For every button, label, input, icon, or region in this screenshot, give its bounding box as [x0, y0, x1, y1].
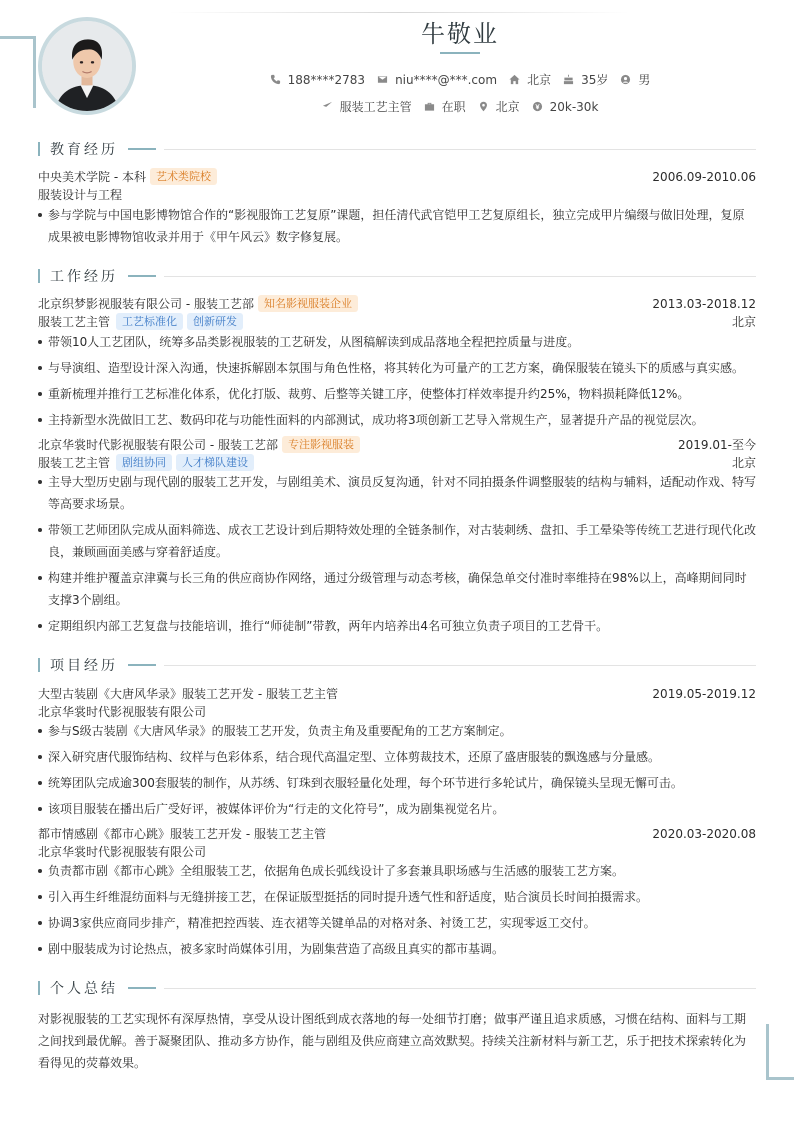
corner-decoration-bottom-right	[766, 1024, 794, 1080]
section-title-summary	[38, 979, 756, 997]
gender-item	[620, 71, 650, 88]
work-date: 2013.03-2018.12	[652, 296, 756, 311]
project-date: 2019.05-2019.12	[652, 686, 756, 701]
top-divider	[170, 12, 630, 13]
role-tag: 人才梯队建设	[176, 454, 254, 471]
section-title-text: 工作经历	[50, 269, 118, 285]
city-text: 北京	[527, 73, 552, 87]
project-header	[38, 685, 756, 702]
section-dash	[128, 664, 156, 666]
list-item: 重新梳理并推行工艺标准化体系，优化打版、裁剪、后整等关键工序，使整体打样效率提升约25%，物料损耗降低12%。	[38, 383, 756, 405]
list-item: 协调3家供应商同步排产，精准把控西装、连衣裙等关键单品的对格对条、衬烫工艺，实现零返工交付。	[38, 912, 756, 934]
section-bar	[38, 981, 40, 995]
education-major-row	[38, 186, 756, 203]
role-tag: 剧组协同	[116, 454, 172, 471]
phone-item	[270, 73, 365, 87]
salary-text: 20k-30k	[549, 99, 599, 114]
list-item: 主持新型水洗做旧工艺、数码印花与功能性面料的内部测试，成功将3项创新工艺导入常规生产，显著提升产品的视觉层次。	[38, 409, 756, 431]
briefcase-icon	[424, 101, 435, 112]
summary-text: 对影视服装的工艺实现怀有深厚热情，享受从设计图纸到成衣落地的每一处细节打磨；做事严谨且追求质感，习惯在结构、面料与工期之间找到最优解。善于凝聚团队、推动多方协作，能与剧组及供应商建立高效默契。持续关注新材料与新工艺，乐于把技术探索转化为看得见的荧幕效果。	[38, 1012, 747, 1070]
name-underline	[440, 52, 480, 54]
email-item	[377, 73, 497, 87]
salary-item	[532, 100, 599, 114]
work-role-row	[38, 313, 756, 330]
section-title-text: 教育经历	[50, 142, 118, 158]
work-city-item	[478, 98, 520, 115]
role: 服装工艺主管	[38, 315, 111, 329]
work-date: 2019.01-至今	[678, 438, 756, 452]
age-text: 35岁	[581, 73, 609, 87]
work-role-row	[38, 454, 756, 471]
job-intent-text: 服装工艺主管	[339, 100, 412, 114]
project-title: 大型古装剧《大唐风华录》服装工艺开发 - 服装工艺主管	[38, 687, 338, 701]
project-company-row	[38, 843, 756, 860]
major: 服装设计与工程	[38, 188, 123, 202]
company-tag: 专注影视服装	[282, 436, 360, 453]
project-company: 北京华裳时代影视服装有限公司	[38, 845, 207, 859]
section-title-education	[38, 140, 756, 158]
list-item: 参与S级古装剧《大唐风华录》的服装工艺开发，负责主角及重要配角的工艺方案制定。	[38, 720, 756, 742]
role-tag: 工艺标准化	[116, 313, 183, 330]
list-item: 剧中服装成为讨论热点，被多家时尚媒体引用，为剧集营造了高级且真实的都市基调。	[38, 938, 756, 960]
section-title-text: 个人总结	[50, 981, 118, 997]
work-city: 北京	[731, 456, 756, 470]
school-line: 中央美术学院 - 本科	[38, 170, 146, 184]
section-line	[164, 665, 756, 666]
list-item: 主导大型历史剧与现代剧的服装工艺开发，与剧组美术、演员反复沟通，针对不同拍摄条件调整服装的结构与辅料，适配动作戏、特写等高要求场景。	[38, 471, 756, 515]
section-line	[164, 988, 756, 989]
status-text: 在职	[441, 100, 466, 114]
age-item	[563, 71, 608, 88]
section-bar	[38, 142, 40, 156]
work-city: 北京	[731, 315, 756, 329]
project-title: 都市情感剧《都市心跳》服装工艺开发 - 服装工艺主管	[38, 827, 326, 841]
school-tag: 艺术类院校	[150, 168, 217, 185]
section-dash	[128, 148, 156, 150]
company-line: 北京织梦影视服装有限公司 - 服装工艺部	[38, 297, 254, 311]
section-title-project	[38, 656, 756, 674]
location-icon	[478, 101, 489, 112]
work-city-text: 北京	[495, 100, 520, 114]
project-company: 北京华裳时代影视服装有限公司	[38, 705, 207, 719]
gender-icon	[620, 74, 631, 85]
list-item: 带领10人工艺团队，统筹多品类影视服装的工艺研发，从图稿解读到成品落地全程把控质量与进度。	[38, 331, 756, 353]
list-item: 定期组织内部工艺复盘与技能培训，推行“师徒制”带教，两年内培养出4名可独立负责子项目的工艺骨干。	[38, 615, 756, 637]
gender-text: 男	[638, 73, 651, 87]
cake-icon	[563, 74, 574, 85]
email-text: niu****@***.com	[395, 72, 498, 87]
section-bar	[38, 658, 40, 672]
project-header	[38, 825, 756, 842]
list-item: 参与学院与中国电影博物馆合作的“影视服饰工艺复原”课题，担任清代武官铠甲工艺复原组长，独立完成甲片编缀与做旧处理，复原成果被电影博物馆收录并用于《甲午风云》数字修复展。	[38, 204, 756, 248]
list-item: 深入研究唐代服饰结构、纹样与色彩体系，结合现代高温定型、立体剪裁技术，还原了盛唐服装的飘逸感与分量感。	[38, 746, 756, 768]
company-tag: 知名影视服装企业	[258, 295, 358, 312]
project-date: 2020.03-2020.08	[652, 826, 756, 841]
contact-row	[0, 71, 794, 88]
money-icon	[532, 101, 543, 112]
education-header	[38, 168, 756, 185]
home-icon	[509, 74, 520, 85]
role: 服装工艺主管	[38, 456, 111, 470]
project-company-row	[38, 703, 756, 720]
work-header	[38, 295, 756, 312]
candidate-name: 牛敬业	[421, 20, 499, 48]
section-dash	[128, 987, 156, 989]
list-item: 引入再生纤维混纺面料与无缝拼接工艺，在保证版型挺括的同时提升透气性和舒适度，贴合演员长时间拍摄需求。	[38, 886, 756, 908]
section-line	[164, 276, 756, 277]
section-bar	[38, 269, 40, 283]
section-dash	[128, 275, 156, 277]
company-line: 北京华裳时代影视服装有限公司 - 服装工艺部	[38, 438, 278, 452]
education-date: 2006.09-2010.06	[652, 169, 756, 184]
list-item: 统筹团队完成逾300套服装的制作，从苏绣、钉珠到衣服轻量化处理，每个环节进行多轮试片，确保镜头呈现无懈可击。	[38, 772, 756, 794]
mail-icon	[377, 74, 388, 85]
list-item: 与导演组、造型设计深入沟通，快速拆解剧本氛围与角色性格，将其转化为可量产的工艺方案，确保服装在镜头下的质感与真实感。	[38, 357, 756, 379]
section-title-work	[38, 267, 756, 285]
work-header	[38, 436, 756, 453]
list-item: 带领工艺师团队完成从面料筛选、成衣工艺设计到后期特效处理的全链条制作，对古装刺绣、盘扣、手工晕染等传统工艺进行现代化改良，兼顾画面美感与穿着舒适度。	[38, 519, 756, 563]
status-item	[424, 98, 466, 115]
phone-text: 188****2783	[287, 72, 366, 87]
section-title-text: 项目经历	[50, 658, 118, 674]
job-intent-item	[322, 98, 412, 115]
city-item	[509, 71, 551, 88]
job-intent-row	[0, 98, 794, 115]
list-item: 构建并维护覆盖京津冀与长三角的供应商协作网络，通过分级管理与动态考核，确保急单交付准时率维持在98%以上，高峰期间同时支撑3个剧组。	[38, 567, 756, 611]
send-icon	[322, 101, 333, 112]
phone-icon	[270, 74, 281, 85]
list-item: 负责都市剧《都市心跳》全组服装工艺，依据角色成长弧线设计了多套兼具职场感与生活感的服装工艺方案。	[38, 860, 756, 882]
list-item: 该项目服装在播出后广受好评，被媒体评价为“行走的文化符号”，成为剧集视觉名片。	[38, 798, 756, 820]
section-line	[164, 149, 756, 150]
role-tag: 创新研发	[187, 313, 243, 330]
